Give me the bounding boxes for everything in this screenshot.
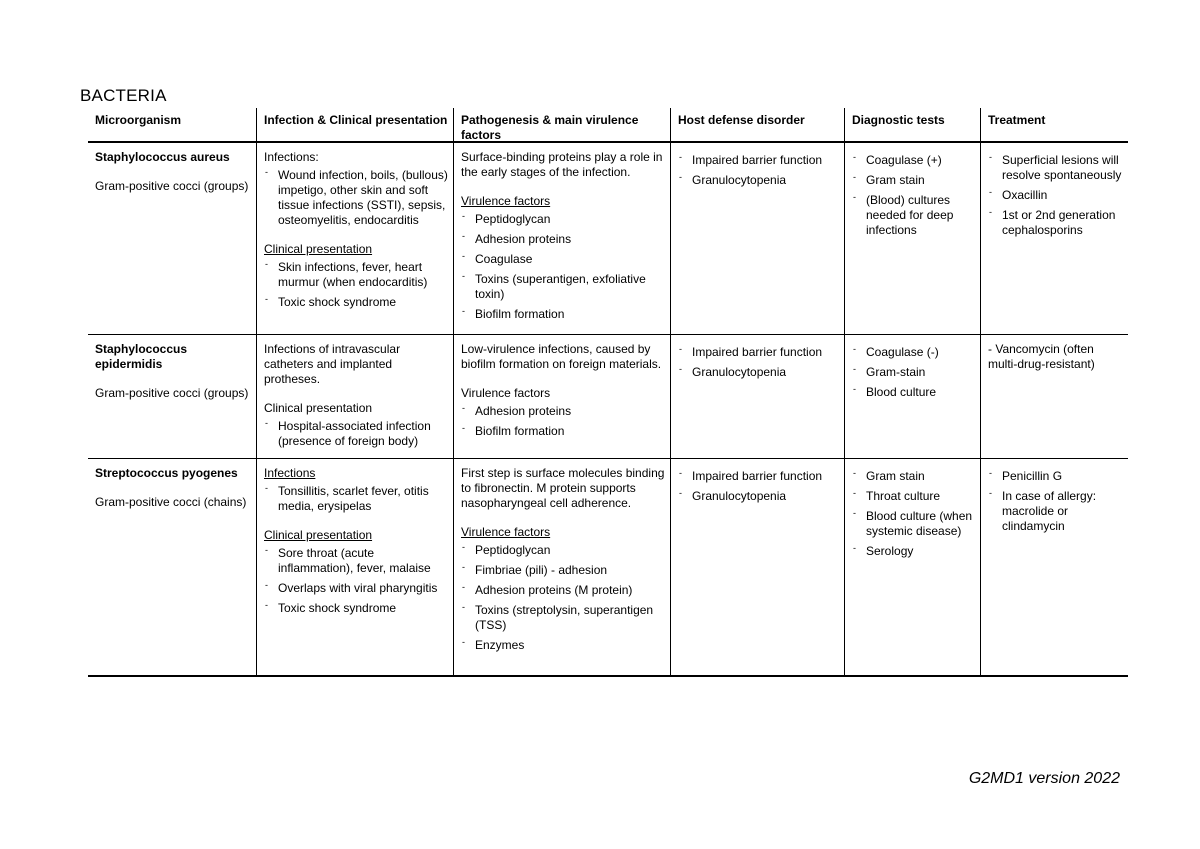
list-item: - Biofilm formation — [461, 307, 666, 322]
list-item: - Blood culture (when systemic disease) — [852, 509, 976, 539]
organism-morphology: Gram-positive cocci (groups) — [95, 179, 249, 193]
version-footer: G2MD1 version 2022 — [968, 770, 1120, 787]
host-defense-cell — [670, 459, 844, 675]
treatment-cell — [980, 459, 1128, 675]
list-item: - Fimbriae (pili) - adhesion — [461, 563, 666, 578]
clinical-heading: Clinical presentation — [264, 528, 373, 542]
organism-morphology: Gram-positive cocci (groups) — [95, 386, 249, 400]
list-item: - Gram-stain — [852, 365, 976, 380]
organism-name: Staphylococcus epidermidis — [95, 342, 188, 371]
header-diagnostic: Diagnostic tests — [844, 108, 980, 143]
list-item: - Impaired barrier function — [678, 345, 840, 360]
list-item: - Impaired barrier function — [678, 469, 840, 484]
organism-name: Staphylococcus aureus — [95, 150, 230, 164]
list-item: - Hospital-associated infection (presence of foreign body) — [264, 419, 449, 449]
list-item: - Superficial lesions will resolve spontaneously — [988, 153, 1124, 183]
list-item: - Impaired barrier function — [678, 153, 840, 168]
pathogenesis-text: Surface-binding proteins play a role in the early stages of the infection. — [461, 150, 663, 179]
list-item: - Serology — [852, 544, 976, 559]
table-row — [88, 143, 1128, 335]
organism-morphology: Gram-positive cocci (chains) — [95, 495, 247, 509]
virulence-heading: Virulence factors — [461, 525, 551, 539]
treatment-text: - Vancomycin (often multi-drug-resistant) — [988, 342, 1095, 371]
list-item: - Toxic shock syndrome — [264, 601, 449, 616]
table-row — [88, 335, 1128, 459]
list-item: - In case of allergy: macrolide or clindamycin — [988, 489, 1124, 534]
clinical-heading: Clinical presentation — [264, 242, 373, 256]
list-item: - Adhesion proteins (M protein) — [461, 583, 666, 598]
infection-cell — [256, 143, 453, 334]
treatment-cell — [980, 143, 1128, 334]
infection-text: Infections of intravascular catheters and implanted protheses. — [264, 342, 401, 386]
list-item: - 1st or 2nd generation cephalosporins — [988, 208, 1124, 238]
pathogenesis-cell — [453, 143, 670, 334]
diagnostic-cell — [844, 459, 980, 675]
bacteria-table — [88, 108, 1128, 677]
list-item: - Adhesion proteins — [461, 232, 666, 247]
list-item: - Oxacillin — [988, 188, 1124, 203]
list-item: - Overlaps with viral pharyngitis — [264, 581, 449, 596]
host-defense-cell — [670, 143, 844, 334]
microorganism-cell — [88, 335, 256, 458]
list-item: - Peptidoglycan — [461, 543, 666, 558]
header-treatment: Treatment — [980, 108, 1128, 143]
list-item: - Penicillin G — [988, 469, 1124, 484]
pathogenesis-text: Low-virulence infections, caused by biofilm formation on foreign materials. — [461, 342, 662, 371]
list-item: - Toxins (superantigen, exfoliative toxin) — [461, 272, 666, 302]
list-item: - Biofilm formation — [461, 424, 666, 439]
header-pathogenesis: Pathogenesis & main virulence factors — [453, 108, 670, 143]
infection-cell — [256, 335, 453, 458]
list-item: - Coagulase — [461, 252, 666, 267]
virulence-heading: Virulence factors — [461, 194, 551, 208]
list-item: - Enzymes — [461, 638, 666, 653]
list-item: - Toxic shock syndrome — [264, 295, 449, 310]
header-infection: Infection & Clinical presentation — [256, 108, 453, 143]
list-item: - Coagulase (-) — [852, 345, 976, 360]
infection-cell — [256, 459, 453, 675]
list-item: - Granulocytopenia — [678, 489, 840, 504]
diagnostic-cell — [844, 143, 980, 334]
page-title: BACTERIA — [80, 86, 167, 105]
table-row — [88, 459, 1128, 677]
header-microorganism: Microorganism — [88, 108, 256, 143]
list-item: - Toxins (streptolysin, superantigen (TSS) — [461, 603, 666, 633]
microorganism-cell — [88, 143, 256, 334]
virulence-heading: Virulence factors — [461, 386, 551, 400]
microorganism-cell — [88, 459, 256, 675]
header-host-defense: Host defense disorder — [670, 108, 844, 143]
pathogenesis-cell — [453, 335, 670, 458]
list-item: - Sore throat (acute inflammation), fever, malaise — [264, 546, 449, 576]
list-item: - Granulocytopenia — [678, 173, 840, 188]
infection-heading: Infections: — [264, 150, 319, 164]
table-header — [88, 108, 1128, 143]
pathogenesis-cell — [453, 459, 670, 675]
list-item: - Skin infections, fever, heart murmur (when endocarditis) — [264, 260, 449, 290]
list-item: - Gram stain — [852, 469, 976, 484]
treatment-cell — [980, 335, 1128, 458]
infection-heading: Infections — [264, 466, 316, 480]
clinical-heading: Clinical presentation — [264, 401, 373, 415]
list-item: - Adhesion proteins — [461, 404, 666, 419]
list-item: - Gram stain — [852, 173, 976, 188]
host-defense-cell — [670, 335, 844, 458]
list-item: - (Blood) cultures needed for deep infections — [852, 193, 976, 238]
organism-name: Streptococcus pyogenes — [95, 466, 238, 480]
list-item: - Wound infection, boils, (bullous) impetigo, other skin and soft tissue infections (SSTI), sepsis, osteomyelitis, endocarditis — [264, 168, 449, 228]
list-item: - Peptidoglycan — [461, 212, 666, 227]
list-item: - Blood culture — [852, 385, 976, 400]
pathogenesis-text: First step is surface molecules binding to fibronectin. M protein supports nasopharyngeal cell adherence. — [461, 466, 665, 510]
diagnostic-cell — [844, 335, 980, 458]
list-item: - Granulocytopenia — [678, 365, 840, 380]
list-item: - Coagulase (+) — [852, 153, 976, 168]
list-item: - Tonsillitis, scarlet fever, otitis media, erysipelas — [264, 484, 449, 514]
list-item: - Throat culture — [852, 489, 976, 504]
